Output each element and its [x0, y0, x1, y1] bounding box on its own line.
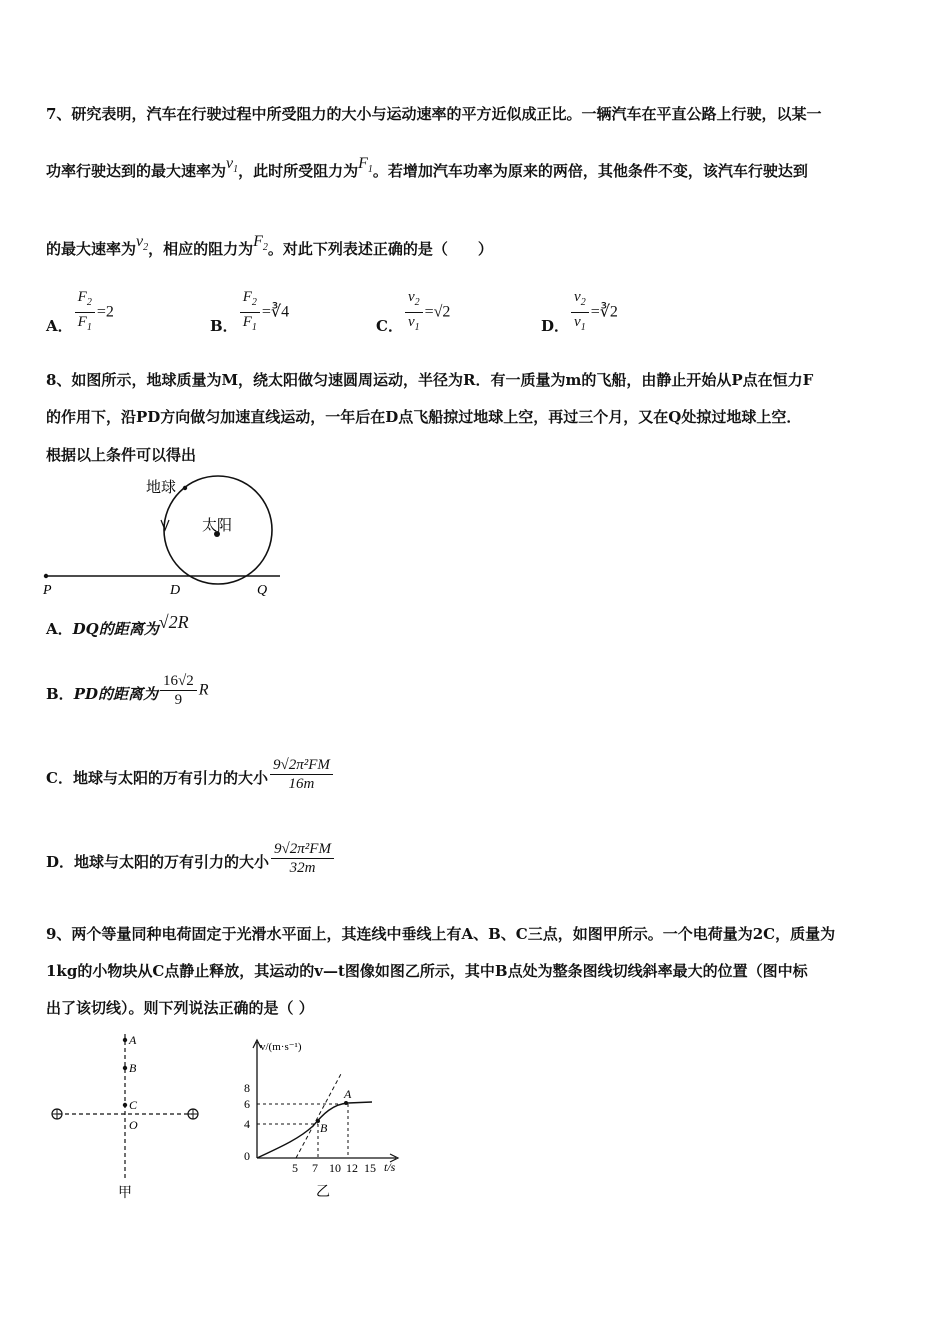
q7-line3: 的最大速率为$v_2$，相应的阻力为$F_2$。对此下列表述正确的是（ ）: [46, 233, 493, 258]
label-b: B: [129, 1061, 137, 1075]
caption-jia: 甲: [118, 1186, 132, 1201]
graph-label-a: A: [344, 1087, 352, 1101]
y-axis-label: v/(m·s⁻¹): [260, 1041, 302, 1053]
label-o: O: [129, 1118, 138, 1132]
q8-option-b[interactable]: B．PD的距离为 $\frac{16√2}{9}$ R: [46, 673, 209, 708]
ytick-6: 6: [244, 1097, 250, 1111]
q8-orbit-figure: [40, 470, 290, 600]
xtick-7: 7: [312, 1161, 318, 1175]
ytick-4: 4: [244, 1117, 250, 1131]
point-p: [44, 574, 48, 578]
point-c: [123, 1103, 127, 1107]
q9-line1: 9、两个等量同种电荷固定于光滑水平面上，其连线中垂线上有A、B、C三点，如图甲所示。一个电荷量为2C，质量为: [46, 925, 836, 943]
q8-option-a[interactable]: A．DQ的距离为√2R: [46, 612, 189, 638]
point-a: [123, 1038, 127, 1042]
xtick-5: 5: [292, 1161, 298, 1175]
q8-option-c[interactable]: C．地球与太阳的万有引力的大小 $\frac{\text{9√2π²FM}}{16m}$: [46, 756, 335, 793]
q9-figure-yi: [238, 1034, 418, 1204]
label-sun: 太阳: [202, 518, 233, 534]
xtick-15: 15: [364, 1161, 376, 1175]
ytick-0: 0: [244, 1149, 250, 1163]
q7-line1: 7、研究表明，汽车在行驶过程中所受阻力的大小与运动速率的平方近似成正比。一辆汽车在平直公路上行驶，以某一: [46, 105, 822, 123]
label-c: C: [129, 1098, 138, 1112]
q9-figure-jia: [44, 1030, 214, 1205]
q9-line3: 出了该切线）。则下列说法正确的是（ ）: [46, 999, 314, 1017]
ytick-8: 8: [244, 1081, 250, 1095]
earth-dot: [183, 486, 187, 490]
q7-option-a[interactable]: A． $\frac{F_2}{F_1}$ =2: [46, 289, 114, 335]
q8-line3: 根据以上条件可以得出: [46, 446, 197, 464]
q8-option-d[interactable]: D．地球与太阳的万有引力的大小 $\frac{\text{9√2π²FM}}{32m}$: [46, 840, 336, 877]
x-axis-label: t/s: [384, 1160, 396, 1174]
point-b: [123, 1066, 127, 1070]
label-a: A: [129, 1033, 137, 1047]
tangent-line-b: [296, 1072, 342, 1158]
q9-line2: 1kg的小物块从C点静止释放，其运动的v—t图像如图乙所示，其中B点处为整条图线切线斜率最大的位置（图中标: [46, 962, 808, 980]
caption-yi: 乙: [316, 1185, 330, 1200]
graph-label-b: B: [320, 1121, 328, 1135]
q7-option-c[interactable]: C． $\frac{v_2}{v_1}$ =√2: [376, 289, 451, 335]
q7-line2: 功率行驶达到的最大速率为$v_1$，此时所受阻力为$F_1$。若增加汽车功率为原来的两倍，其他条件不变，该汽车行驶达到: [46, 155, 808, 180]
vt-curve: [257, 1102, 372, 1158]
point-a-graph: [344, 1101, 348, 1105]
label-p: P: [43, 583, 52, 598]
q8-line2: 的作用下，沿PD方向做匀加速直线运动，一年后在D点飞船掠过地球上空，再过三个月，又在Q处掠过地球上空．: [46, 408, 802, 426]
label-d: D: [170, 583, 181, 598]
q7-option-b[interactable]: B． $\frac{F_2}{F_1}$ =∛4: [210, 289, 290, 335]
q7-option-d[interactable]: D． $\frac{v_2}{v_1}$ =∛2: [541, 289, 618, 335]
label-earth: 地球: [146, 480, 177, 496]
label-q: Q: [257, 583, 268, 598]
q8-line1: 8、如图所示，地球质量为M，绕太阳做匀速圆周运动，半径为R．有一质量为m的飞船，由静止开始从P点在恒力F: [46, 371, 814, 389]
xtick-10: 10: [329, 1161, 341, 1175]
xtick-12: 12: [346, 1161, 358, 1175]
